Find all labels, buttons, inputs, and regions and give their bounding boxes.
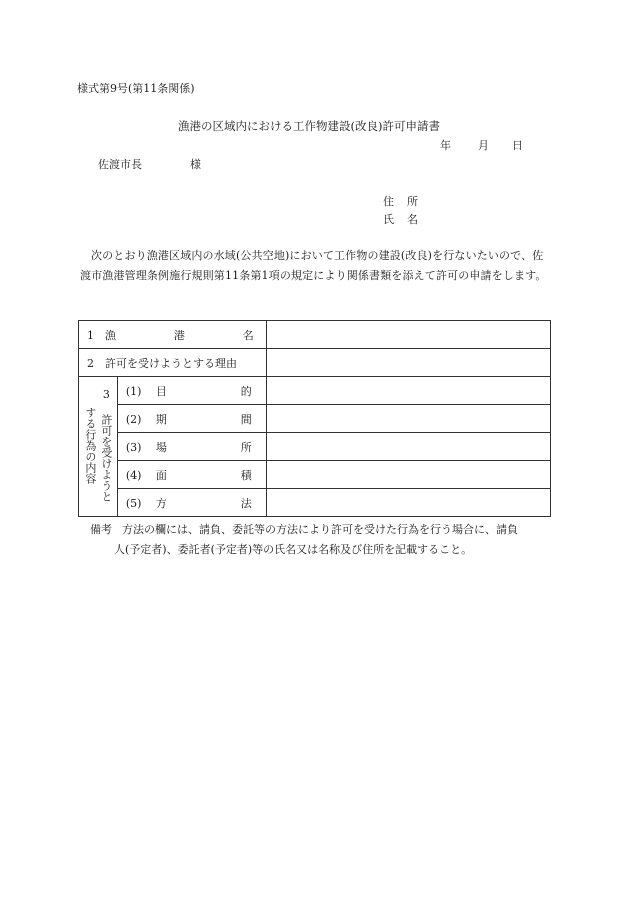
- date-month-label: 月: [478, 139, 489, 152]
- remark-line-2: 人(予定者)、委託者(予定者)等の氏名又は名称及び住所を記載すること。: [114, 543, 473, 556]
- remark-head: 備考: [90, 523, 112, 536]
- label-char: 積: [240, 468, 252, 482]
- area-field[interactable]: [266, 461, 550, 489]
- item-number: (2): [125, 412, 142, 426]
- location-label: [117, 433, 266, 461]
- label-char: 法: [240, 496, 252, 510]
- label-char: 期: [155, 412, 167, 426]
- label-char: 漁: [105, 328, 116, 342]
- action-content-group-label: [79, 377, 118, 517]
- application-table: [78, 320, 551, 517]
- label-char: 場: [155, 440, 167, 454]
- label-char: 所: [240, 440, 252, 454]
- label-char: 名: [242, 328, 254, 342]
- item-number: (1): [125, 384, 142, 398]
- date-day-label: 日: [512, 139, 523, 152]
- label-char: 目: [155, 384, 167, 398]
- applicant-address-label: 住所: [383, 195, 431, 208]
- area-label: [117, 461, 266, 489]
- remark-line-1: 方法の欄には、請負、委託等の方法により許可を受けた行為を行う場合に、請負: [122, 523, 518, 536]
- page-title: 漁港の区域内における工作物建設(改良)許可申請書: [178, 119, 440, 133]
- method-field[interactable]: [266, 489, 550, 517]
- table-row: [79, 377, 551, 405]
- period-label: [117, 405, 266, 433]
- label-char: 的: [240, 384, 252, 398]
- table-row: [79, 489, 551, 517]
- reason-label-text: 許可を受けようとする理由: [105, 356, 237, 370]
- form-number: 様式第9号(第11条関係): [77, 82, 195, 95]
- reason-label: [79, 349, 267, 377]
- period-field[interactable]: [266, 405, 550, 433]
- item-number: (5): [125, 496, 142, 510]
- remark: [90, 520, 552, 560]
- location-field[interactable]: [266, 433, 550, 461]
- label-char: 間: [240, 412, 252, 426]
- table-row: [79, 461, 551, 489]
- row-number: 2: [87, 356, 94, 370]
- item-number: (4): [125, 468, 142, 482]
- action-content-label-text: 3 許可を受けようとする行為の内容: [83, 388, 113, 502]
- purpose-field[interactable]: [266, 377, 550, 405]
- addressee-name: 佐渡市長: [98, 158, 142, 171]
- harbor-name-field[interactable]: [266, 321, 550, 349]
- reason-field[interactable]: [266, 349, 550, 377]
- date-year-label: 年: [440, 139, 451, 152]
- purpose-label: [117, 377, 266, 405]
- table-row: [79, 405, 551, 433]
- label-char: 港: [173, 328, 185, 342]
- application-statement: 次のとおり漁港区域内の水域(公共空地)において工作物の建設(改良)を行ないたいので、佐渡市漁港管理条例施行規則第11条第1項の規定により関係書類を添えて許可の申請をします。: [80, 249, 547, 282]
- method-label: [117, 489, 266, 517]
- harbor-name-label: [79, 321, 267, 349]
- label-char: 方: [155, 496, 167, 510]
- table-row-harbor-name: [79, 321, 551, 349]
- table-row: [79, 433, 551, 461]
- label-char: 面: [155, 468, 167, 482]
- addressee-honorific: 様: [190, 158, 201, 171]
- table-row-reason: [79, 349, 551, 377]
- applicant-name-label: 氏名: [383, 213, 431, 226]
- item-number: (3): [125, 440, 142, 454]
- addressee: [98, 156, 201, 172]
- row-number: 1: [87, 328, 94, 342]
